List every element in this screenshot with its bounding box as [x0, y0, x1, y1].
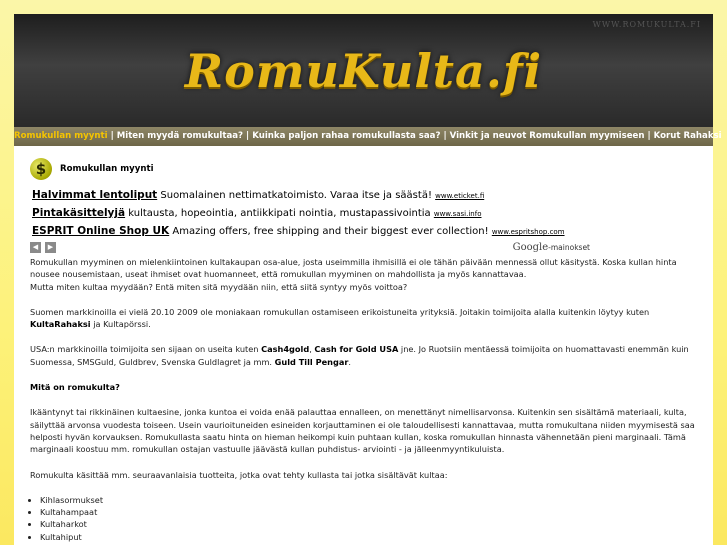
paragraph-text: .	[348, 356, 351, 367]
paragraph-text: jne. Jo Ruotsiin mentäessä toimijoita on huomattavasti enemmän kuin Suomessa, SMSGuld, Guldbrev, Svenska Guldlagret ja mm.	[30, 344, 689, 367]
main-content	[30, 156, 700, 543]
article-body	[30, 256, 700, 543]
nav-item-miten-myyda[interactable]: Miten myydä romukultaa?	[116, 131, 244, 141]
nav-item-romukullan-myynti[interactable]: Romukullan myynti	[14, 131, 108, 141]
title-row	[30, 156, 700, 186]
ad-text: Amazing offers, free shipping and their biggest ever collection!	[169, 226, 492, 237]
list-item: • Kultaharkot	[40, 518, 700, 530]
mainokset-label: -mainokset	[548, 243, 590, 252]
ad-next-arrow-icon[interactable]: ▶	[45, 242, 56, 253]
ad-title-link[interactable]: Pintakäsittelyjä	[32, 207, 126, 219]
kultarahaksi-text: KultaRahaksi	[30, 319, 91, 330]
ad-title-link[interactable]: ESPRIT Online Shop UK	[32, 225, 170, 237]
nav-item-kuinka-paljon[interactable]: Kuinka paljon rahaa romukullasta saa?	[252, 131, 441, 141]
ad-item	[32, 206, 700, 220]
nav-separator: |	[246, 131, 250, 141]
product-list	[30, 494, 700, 543]
ad-url-link[interactable]: www.eticket.fi	[435, 192, 485, 200]
guld-till-pengar-text: Guld Till Pengar	[274, 356, 349, 367]
ad-title-link[interactable]: Halvimmat lentoliput	[32, 189, 158, 201]
site-header	[14, 14, 713, 127]
paragraph	[30, 343, 700, 368]
list-item: • Kultahampaat	[40, 506, 700, 518]
ad-url-link[interactable]: www.espritshop.com	[491, 228, 565, 236]
cash4gold-text: Cash4gold	[261, 344, 310, 355]
paragraph-text: Mutta miten kultaa myydään? Entä miten sitä myydään niin, että siitä syntyy myös voittoa?	[30, 281, 408, 292]
ad-text: kultausta, hopeointia, antiikkipati nointia, mustapassivointia	[125, 208, 434, 219]
paragraph-text: ,	[309, 344, 315, 355]
ad-text: Suomalainen nettimatkatoimisto. Varaa itse ja säästä!	[157, 190, 436, 201]
nav-separator: |	[110, 131, 114, 141]
ad-item	[32, 224, 700, 238]
nav-item-korut-rahaksi[interactable]: Korut Rahaksi	[653, 131, 722, 141]
paragraph: Romukulta käsittää mm. seuraavanlaisia tuotteita, jotka ovat tehty kullasta tai jotka sisältävät kultaa:	[30, 469, 448, 480]
ad-footer	[30, 242, 700, 256]
nav-separator: |	[647, 131, 651, 141]
ad-item	[32, 188, 700, 202]
paragraph	[30, 306, 700, 331]
paragraph-text: Romukullan myyminen on mielenkiintoinen kultakaupan osa-alue, josta useimmilla ihmisillä ei ole tähän päivään mennessä ollut käsitystä. Koska kullan hinta nousee nousemistaan, useat ihmiset ovat huomanneet, että romukullan myyminen on mahdollista ja myös kannattavaa.	[30, 257, 677, 280]
site-logo[interactable]: RomuKulta.fi	[184, 44, 543, 98]
ad-prev-arrow-icon[interactable]: ◀	[30, 242, 41, 253]
ad-url-link[interactable]: www.sasi.info	[433, 210, 482, 218]
google-logo: Google	[512, 242, 549, 253]
paragraph-text: ja Kultapörssi.	[90, 319, 151, 330]
nav-separator: |	[443, 131, 447, 141]
list-item: • Kultahiput	[40, 531, 700, 543]
site-url: WWW.ROMUKULTA.FI	[592, 20, 701, 29]
paragraph	[30, 256, 700, 293]
page-frame	[14, 14, 722, 545]
section-heading	[30, 381, 700, 393]
paragraph-text: Suomen markkinoilla ei vielä 20.10 2009 ole moniakaan romukullan ostamiseen erikoistuneita yrityksiä. Joitakin toimijoita alalla kuitenkin löytyy kuten	[30, 306, 650, 317]
page-title: Romukullan myynti	[60, 164, 154, 174]
dollar-coin-icon: $	[30, 158, 52, 180]
cash-for-gold-usa-text: Cash for Gold USA	[314, 344, 399, 355]
section-heading-text: Mitä on romukulta?	[30, 382, 120, 393]
google-ads-label[interactable]	[513, 242, 590, 253]
paragraph-text: USA:n markkinoilla toimijoita sen sijaan on useita kuten	[30, 344, 262, 355]
paragraph: Ikääntynyt tai rikkinäinen kultaesine, jonka kuntoa ei voida enää palauttaa ennalleen, on menettänyt nimellisarvonsa. Kuitenkin sen sisältämä materiaali, kulta, säilyttää arvonsa vuodesta toiseen. Usein vaurioituneiden esineiden korjauttaminen ei ole taloudellisesti kannattavaa, mutta romukultana niiden myymisestä saa helposti hyvän korvauksen. Romukullasta saatu hinta on hieman heikompi kuin puhtaan kullan, koska romukullan hinnasta vähennetään pieni marginaali. Tämä marginaali koostuu mm. romukullan ostajan vastuulle jäävästä kullan puhdistus- arviointi - ja jälleenmyyntikuluista.	[30, 407, 695, 455]
nav-item-vinkit[interactable]: Vinkit ja neuvot Romukullan myymiseen	[449, 131, 645, 141]
list-item: • Kihlasormukset	[40, 494, 700, 506]
main-nav	[14, 127, 722, 146]
